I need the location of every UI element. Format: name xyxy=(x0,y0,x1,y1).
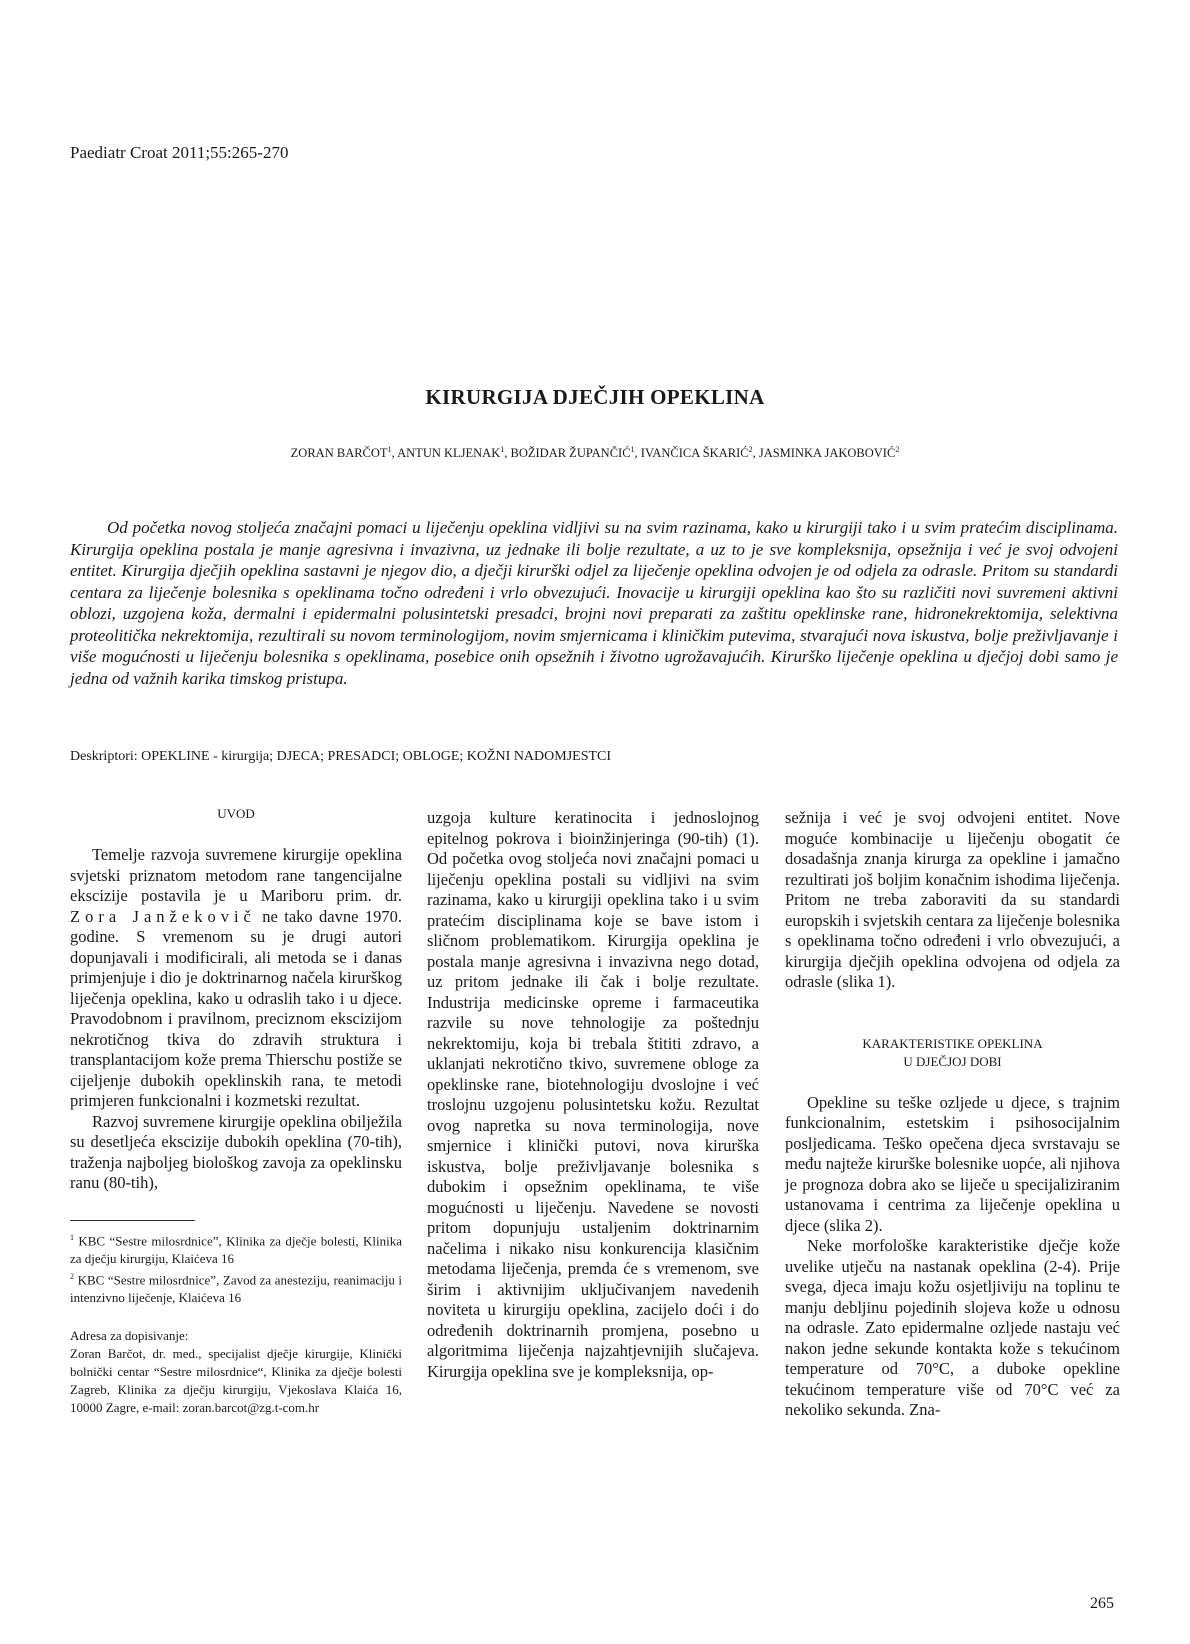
body-paragraph: Razvoj suvremene kirurgije opeklina obilježila su desetljeća ekscizije dubokih opeklina (70-tih), traženja najboljeg biološkog zavoja za opeklinsku ranu (80-tih), xyxy=(70,1111,402,1192)
footnote xyxy=(70,1229,402,1268)
column-1 xyxy=(70,805,402,1417)
footnote-divider xyxy=(70,1220,195,1221)
column-3 xyxy=(785,808,1120,1421)
author-affiliation: 1 xyxy=(387,445,392,454)
paragraph-text: ne tako davne 1970. godine. S vremenom su je drugi autori dopunjavali i modificirali, ali metoda se i danas primjenjuje i dio je doktrinarnog načela kirurškog liječenja opeklina, kako u odraslih tako i u djece. Pravodobnom i pravilnom, preciznom ekscizijom nekrotičnog tkiva do zdravih struktura i transplantacijom kože prema Thierschu postiže se cijeljenje dubokih opeklinskih rana, te metodi primjeren funkcionalni i kozmetski rezultat. xyxy=(70,906,402,1110)
body-paragraph: Opekline su teške ozljede u djece, s trajnim funkcionalnim, estetskim i psihosocijalnim posljedicama. Teško opečena djeca svrstavaju se među najteže kirurške bolesnike uopće, ali njihova je prognoza dobra ako se liječe u specijaliziranim ustanovama i centrima za liječenje opeklina u djece (slika 2). xyxy=(785,1092,1120,1235)
author-list: ZORAN BARČOT$^1$, ANTUN KLJENAK$^1$, BOŽIDAR ŽUPANČIĆ$^1$, IVANČICA ŠKARIĆ$^2$, JASMINKA JAKOBOVIĆ$^2$ xyxy=(290,445,900,461)
section-heading-uvod: UVOD xyxy=(217,806,255,821)
keywords: Deskriptori: OPEKLINE - kirurgija; DJECA; PRESADCI; OBLOGE; KOŽNI NADOMJESTCI xyxy=(70,749,612,764)
address-label: Adresa za dopisivanje: xyxy=(70,1328,189,1344)
author: ANTUN KLJENAK xyxy=(397,446,501,461)
author: JASMINKA JAKOBOVIĆ xyxy=(758,446,896,461)
paragraph-text: Temelje razvoja suvremene kirurgije opeklina svjetski priznatom metodom rane tangencijalne ekscizije postavila je u Mariboru prim. dr. xyxy=(70,845,402,905)
author: IVANČICA ŠKARIĆ xyxy=(640,446,749,461)
body-paragraph: Neke morfološke karakteristike dječje kože uvelike utječu na nastanak opeklina (2-4). Prije svega, djeca imaju kožu osjetljiviju na toplinu te manju debljinu pojedinih slojeva kože u odnosu na odrasle. Zato epidermalne ozljede nastaju već nakon jedne sekunde kontakta kože s tekućinom temperature od 70°C, a duboke opekline tekućinom temperature više od 70°C već za nekoliko sekunda. Zna- xyxy=(785,1236,1120,1419)
footnote-text: KBC “Sestre milosrdnice”, Klinika za dječje bolesti, Klinika za dječju kirurgiju, Klaićeva 16 xyxy=(70,1232,402,1266)
footnotes xyxy=(70,1229,402,1418)
abstract: Od početka novog stoljeća značajni pomaci u liječenju opeklina vidljivi su na svim razinama, kako u kirurgiji tako i u svim pratećim disciplinama. Kirurgija opeklina postala je manje agresivna i invazivna, uz jednake ili bolje rezultate, a uz to je sve kompleksnija, opsežnija i već je svoj odvojeni entitet. Kirurgija dječjih opeklina sastavni je njegov dio, a dječji kirurški odjel za liječenje opeklina odvojen je od odjela za odrasle. Pritom su standardi centara za liječenje bolesnika s opeklinama točno određeni i vrlo obvezujući. Inovacije u kirurgiji opeklina kao što su različiti novi suvremeni aktivni oblozi, uzgojena koža, dermalni i epidermalni polusintetski presadci, brojni novi preparati za zaštitu opeklinske rane, hidronekrektomija, selektivna proteolitička nekrektomija, rezultirali su novom terminologijom, novim smjernicama i kliničkim putevima, stvarajući nova iskustva, bolje preživljavanje i više mogućnosti u liječenju bolesnika s opeklinama, posebice onih opsežnih i životno ugrožavajućih. Kirurško liječenje opeklina u dječjoj dobi samo je jedna od važnih karika timskog pristupa. xyxy=(70,518,1118,688)
body-paragraph xyxy=(70,845,402,1112)
author-affiliation: 1 xyxy=(500,445,505,454)
footnote-marker: 2 xyxy=(70,1271,74,1281)
author: ZORAN BARČOT xyxy=(290,446,388,461)
section-heading-karakteristike xyxy=(785,1035,1120,1071)
page-number: 265 xyxy=(1090,1595,1114,1612)
footnote-text: KBC “Sestre milosrdnice”, Zavod za anesteziju, reanimaciju i intenzivno liječenje, Klaićeva 16 xyxy=(70,1272,403,1306)
journal-reference: Paediatr Croat 2011;55:265-270 xyxy=(70,143,289,162)
body-paragraph: uzgoja kulture keratinocita i jednoslojnog epitelnog pokrova i bioinžinjeringa (90-tih) (1). Od početka ovog stoljeća novi značajni pomaci u liječenju opeklina postali su vidljivi na svim razinama, kako u kirurgiji opeklina tako i u svim pratećim disciplinama koje se bave istom i sličnom problematikom. Kirurgija opeklina je postala manje agresivna i invazivna nego dotad, uz pritom jednake ili čak i bolje rezultate. Industrija medicinske opreme i farmaceutika razvile su nove tehnologije za poštednju nekrektomiju, koja bi trebala štititi zdravo, a uklanjati nekrotično tkivo, suvremene obloge za opeklinske rane, biotehnologiju dvoslojne i već troslojnu uzgojenu polusintetsku kožu. Rezultat ovog napretka su nova terminologija, nove smjernice i klinički putovi, nova kirurška iskustva, bolje preživljavanje bolesnika s dubokim i opsežnim opeklinama, te više mogućnosti u liječenju. Navedene se novosti pritom dopunjuju ustaljenim doktrinarnim načelima i nikako nisu konkurencija klasičnim metodama liječenja, premda će s vremenom, sve širim i aktivnijim uključivanjem navedenih noviteta u kirurgiju opeklina, zacijelo doći i do određenih doktrinarnih promjena, posebno u algoritmima liječenja najzahtjevnijih slučajeva. Kirurgija opeklina sve je kompleksnija, op- xyxy=(427,808,759,1381)
heading-line: KARAKTERISTIKE OPEKLINA xyxy=(862,1035,1043,1051)
footnote xyxy=(70,1268,402,1307)
author-affiliation: 2 xyxy=(748,445,753,454)
body-paragraph: sežnija i već je svoj odvojeni entitet. Nove moguće kombinacije u liječenju obogatit će dosadašnja znanja kirurga za opekline i jamačno rezultirati još boljim konačnim ishodima liječenja. Pritom ne treba zaboraviti da su standardi europskih i svjetskih centara za liječenje bolesnika s opeklinama točno određeni i vrlo obvezujući, a kirurgija dječjih opeklina odvojena od odjela za odrasle (slika 1). xyxy=(785,808,1120,991)
person-name: Zora Janžekovič xyxy=(70,906,256,926)
correspondence-address: Zoran Barčot, dr. med., specijalist dječje kirurgije, Klinički bolnički centar “Sestre milosrdnice“, Klinika za dječje bolesti Zagreb, Klinika za dječju kirurgiju, Vjekoslava Klaića 16, 10000 Zagre, e-mail: zoran.barcot@zg.t-com.hr xyxy=(70,1346,402,1416)
author: BOŽIDAR ŽUPANČIĆ xyxy=(510,446,631,461)
footnote-marker: 1 xyxy=(70,1232,74,1242)
article-title: KIRURGIJA DJEČJIH OPEKLINA xyxy=(425,385,765,409)
heading-line: U DJEČJOJ DOBI xyxy=(903,1053,1002,1069)
author-affiliation: 1 xyxy=(630,445,635,454)
column-2 xyxy=(427,808,759,1382)
author-affiliation: 2 xyxy=(895,445,900,454)
